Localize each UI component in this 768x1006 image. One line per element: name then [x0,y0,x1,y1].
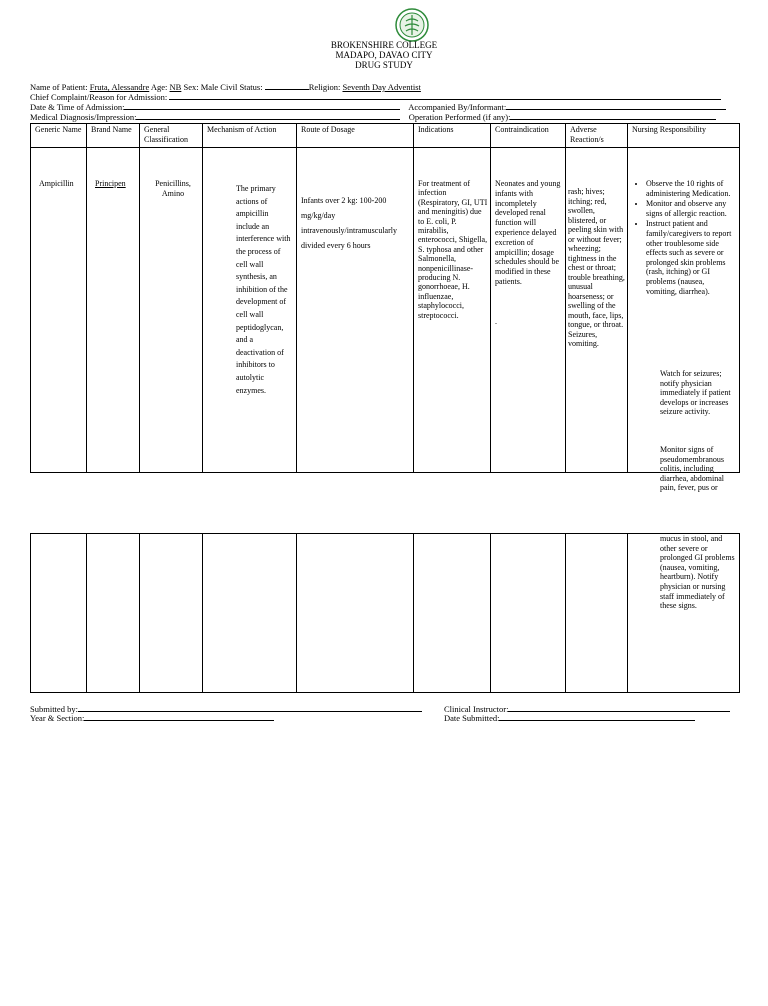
date-submitted-label: Date Submitted: [444,713,500,723]
brand-name-value: Principen [95,179,126,188]
list-item: • Monitor and observe any signs of allergic reaction. [646,199,734,218]
patient-info-row-1 [30,82,740,92]
date-submitted-row [444,713,695,723]
admission-datetime-label: Date & Time of Admission: [30,102,125,112]
header-generic-name: Generic Name [31,124,87,148]
indications-value: For treatment of infection (Respiratory, GI, UTI and meningitis) due to E. coli, P. mirabilis, enterococci, Shigella, S. typhosa and other Salmonella, nonpenicillinase-producing N. gonorrhoeae, H. influenzae, staphylococci, streptococci. [418,179,488,320]
religion-value: Seventh Day Adventist [342,82,421,92]
age-value: NB [169,82,182,92]
adverse-reactions-value: rash; hives; itching; red, swollen, blistered, or peeling skin with or without fever; wheezing; tightness in the chest or throat; trouble breathing, unusual hoarseness; or swelling of the mouth, face, lips, tongue, or throat. Seizures, vomiting. [568,187,625,348]
nursing-continuation-cell [628,534,740,693]
patient-name-label: Name of Patient: [30,82,90,92]
diagnosis-row [30,112,740,122]
submitted-by-label: Submitted by: [30,704,78,714]
diagnosis-label: Medical Diagnosis/Impression: [30,112,137,122]
contraindication-cell [491,148,566,473]
civil-status-blank [265,82,309,90]
drug-study-continuation-table [30,533,740,693]
operation-label: Operation Performed (if any): [408,112,511,122]
submitted-by-blank [78,704,422,712]
year-section-row [30,713,274,723]
year-section-label: Year & Section: [30,713,85,723]
empty-cell [491,534,566,693]
college-name: BROKENSHIRE COLLEGE [330,40,438,50]
header-general-classification: General Classification [140,124,203,148]
empty-cell [297,534,414,693]
nursing-responsibility-cell [628,148,740,493]
contraindication-value: Neonates and young infants with incompletely developed renal function will experience delayed excretion of ampicillin; dosage schedules should be modified in these patients. [495,179,561,286]
table-header-row [31,124,740,148]
indications-cell [414,148,491,473]
nursing-seizure-paragraph: Watch for seizures; notify physician immediately if patient develops or increases seizure activity. [660,369,731,417]
nursing-continuation-value: mucus in stool, and other severe or prolonged GI problems (nausea, vomiting, heartburn). Notify physician or nursing staff immediately of these signs. [660,534,735,611]
chief-complaint-row [30,92,740,102]
generic-name-cell [31,148,87,473]
empty-cell [140,534,203,693]
header-contraindication: Contraindication [491,124,566,148]
empty-cell [31,534,87,693]
religion-label: Religion: [308,82,343,92]
sex-civil-status-label: Sex: Male Civil Status: [181,82,265,92]
empty-cell [566,534,628,693]
contraindication-dot: . [495,317,497,326]
accompanied-by-label: Accompanied By/Informant: [408,102,507,112]
brand-name-cell [87,148,140,473]
table-row [31,534,740,693]
mechanism-cell [203,148,297,473]
admission-datetime-blank [124,102,400,110]
admission-row [30,102,740,112]
date-submitted-blank [499,713,695,721]
generic-name-value: Ampicillin [39,179,74,188]
classification-value: Penicillins, Amino [155,179,191,198]
chief-complaint-blank [169,92,721,100]
list-item: • Observe the 10 rights of administering Medication. [646,179,734,198]
college-seal-logo [395,8,429,42]
nursing-colitis-paragraph: Monitor signs of pseudomembranous colitis, including diarrhea, abdominal pain, fever, pus or [660,445,724,493]
age-label: Age: [149,82,170,92]
classification-cell [140,148,203,473]
drug-study-table [30,123,740,493]
clinical-instructor-label: Clinical Instructor: [444,704,509,714]
diagnosis-blank [136,112,400,120]
clinical-instructor-blank [508,704,730,712]
header-nursing-responsibility: Nursing Responsibility [628,124,740,148]
table-row [31,148,740,473]
list-item: • Instruct patient and family/caregivers to report other troublesome side effects such as severe or prolonged skin problems (rash, itching) or GI problems (nausea, vomiting, diarrhea). [646,219,734,296]
chief-complaint-label: Chief Complaint/Reason for Admission: [30,92,170,102]
header-route-of-dosage: Route of Dosage [297,124,414,148]
college-address: MADAPO, DAVAO CITY [335,50,433,60]
year-section-blank [84,713,274,721]
route-cell [297,148,414,473]
header-mechanism-of-action: Mechanism of Action [203,124,297,148]
empty-cell [203,534,297,693]
empty-cell [87,534,140,693]
empty-cell [414,534,491,693]
header-indications: Indications [414,124,491,148]
patient-name-value: Fruta, Alessandre [89,82,150,92]
accompanied-by-blank [506,102,726,110]
document-title: DRUG STUDY [355,60,413,70]
operation-blank [510,112,716,120]
header-adverse-reactions: Adverse Reaction/s [566,124,628,148]
header-brand-name: Brand Name [87,124,140,148]
mechanism-value: The primary actions of ampicillin include an interference with the process of cell wall synthesis, an inhibition of the development of cell wall peptidoglycan, and a deactivation of inhibitors to autolytic enzymes. [236,184,291,395]
nursing-responsibility-list [628,179,734,297]
adverse-reactions-cell [566,148,628,473]
route-value: Infants over 2 kg: 100-200 mg/kg/day intravenously/intramuscularly divided every 6 hours [301,196,397,250]
